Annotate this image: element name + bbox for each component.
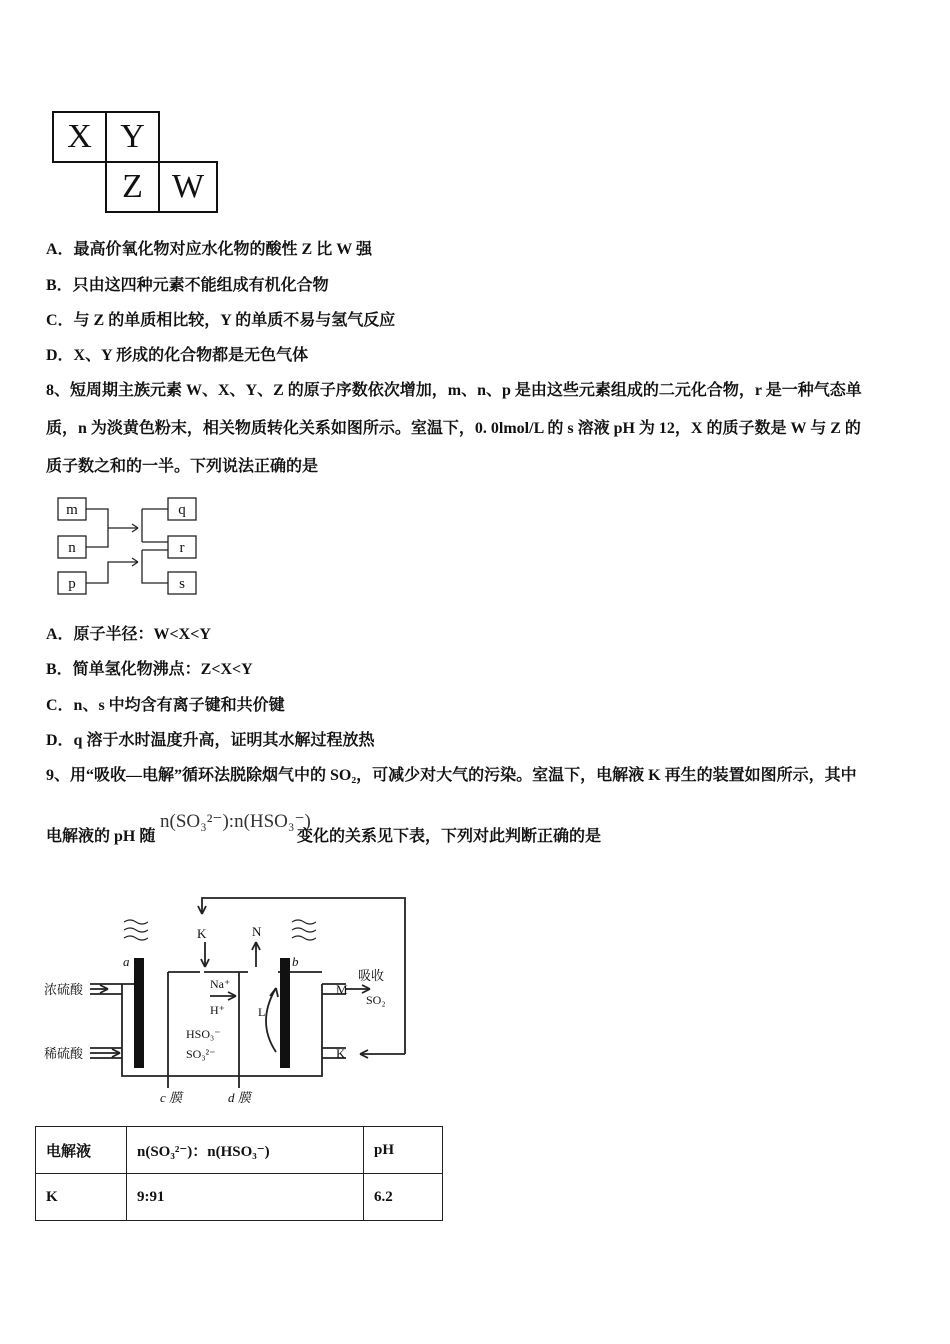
electrode-b-label: b [292,954,299,969]
k-top-label: K [197,926,207,941]
n-label: N [252,924,262,939]
grid-cell-z: Z [105,161,160,213]
grid-cell-w: W [158,161,218,213]
q8-stem-line-1: 8、短周期主族元素 W、X、Y、Z 的原子序数依次增加，m、n、p 是由这些元素组成的二元化合物，r 是一种气态单 [46,382,862,399]
q9-stem-line-2b: 变化的关系见下表，下列对此判断正确的是 [297,828,602,845]
table-header-row [36,1127,443,1174]
q8-option-d[interactable]: D．q 溶于水时温度升高，证明其水解过程放热 [46,732,375,749]
box-p: p [68,576,76,592]
conc-acid-label: 浓硫酸 [44,982,84,997]
q8-transformation-diagram [50,490,210,602]
na-ion-label: Na⁺ [210,977,231,991]
box-r: r [179,540,185,556]
q7-option-b[interactable]: B．只由这四种元素不能组成有机化合物 [46,277,329,294]
grid-cell-x: X [52,111,107,163]
dilute-acid-label: 稀硫酸 [44,1046,84,1061]
q9-ratio-formula: n(SO₃²⁻):n(HSO₃⁻) [160,811,311,832]
l-label: L [258,1005,266,1019]
c-membrane-label: c 膜 [160,1090,183,1105]
table-header-cell: pH [364,1127,443,1174]
d-membrane-label: d 膜 [228,1090,251,1105]
q7-option-a[interactable]: A．最高价氧化物对应水化物的酸性 Z 比 W 强 [46,241,372,258]
h-ion-label: H⁺ [210,1003,225,1017]
table-row [36,1174,443,1221]
box-n: n [68,540,76,556]
table-cell: 6.2 [364,1174,443,1221]
m-label: M [336,982,348,997]
q8-stem-line-2: 质，n 为淡黄色粉末，相关物质转化关系如图所示。室温下，0. 0lmol/L 的 s 溶液 pH 为 12，X 的质子数是 W 与 Z 的 [46,420,861,437]
electrolysis-apparatus-diagram [40,892,420,1114]
so3-label: SO₃²⁻ [186,1047,216,1061]
q9-stem-line-2a: 电解液的 pH 随 [46,828,156,845]
grid-cell-y: Y [105,111,160,163]
table-cell: 9:91 [127,1174,364,1221]
absorb-label: 吸收 [358,968,385,983]
table-header-cell: n(SO₃²⁻)：n(HSO₃⁻) [127,1127,364,1174]
hso3-label: HSO₃⁻ [186,1027,221,1041]
q7-option-c[interactable]: C．与 Z 的单质相比较，Y 的单质不易与氢气反应 [46,312,396,329]
table-cell: K [36,1174,127,1221]
box-m: m [66,502,78,518]
electrolyte-ph-table [35,1126,443,1221]
q7-option-d[interactable]: D．X、Y 形成的化合物都是无色气体 [46,347,309,364]
k-right-label: K [336,1046,346,1061]
q8-option-c[interactable]: C．n、s 中均含有离子键和共价键 [46,697,285,714]
q8-stem-line-3: 质子数之和的一半。下列说法正确的是 [46,458,319,475]
q8-option-b[interactable]: B．简单氢化物沸点：Z<X<Y [46,661,253,678]
electrode-a-label: a [123,954,130,969]
box-q: q [178,502,186,518]
so2-label: SO₂ [366,993,386,1007]
q8-option-a[interactable]: A．原子半径：W<X<Y [46,626,211,643]
q9-stem-line-1: 9、用“吸收—电解”循环法脱除烟气中的 SO₂，可减少对大气的污染。室温下，电解液 K 再生的装置如图所示，其中 [46,767,857,784]
box-s: s [179,576,185,592]
table-header-cell: 电解液 [36,1127,127,1174]
